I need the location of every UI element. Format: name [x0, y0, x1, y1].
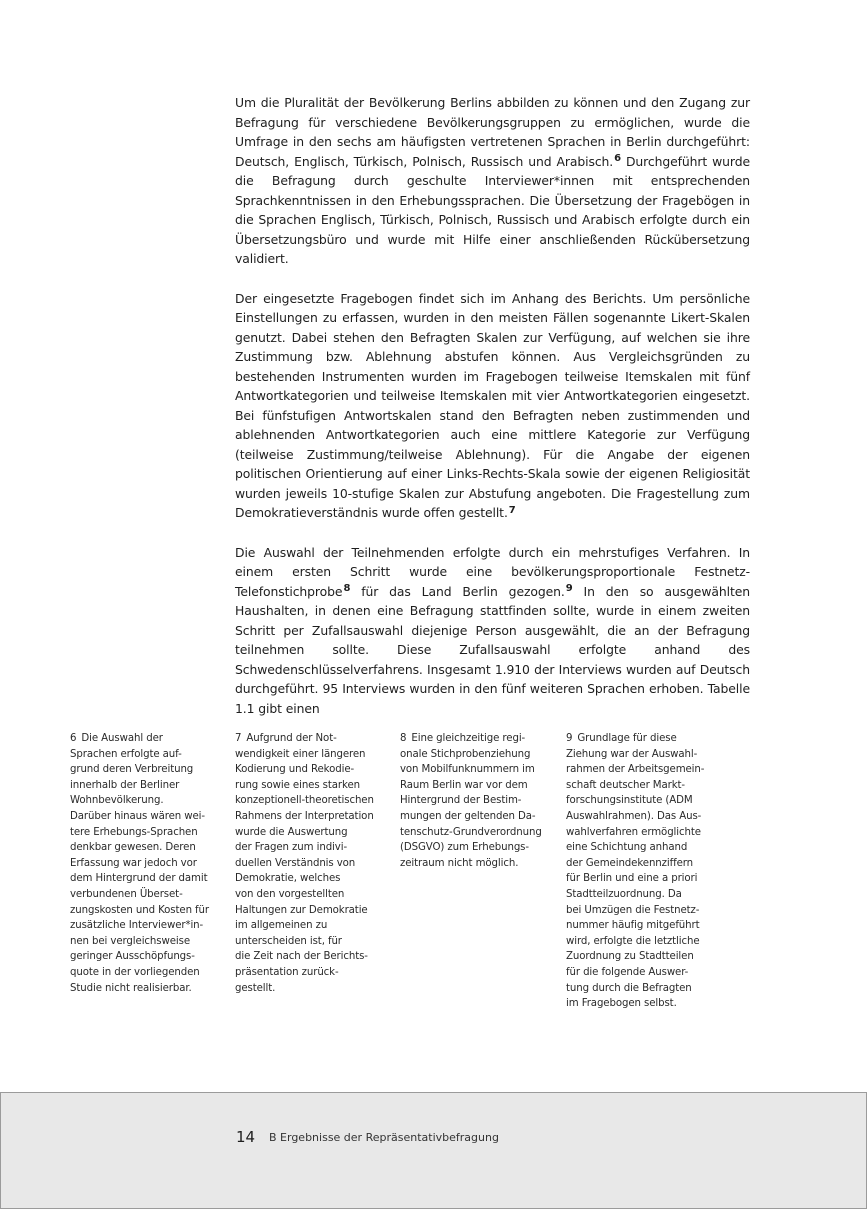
footnote-6: 6 Die Auswahl der Sprachen erfolgte auf- grund deren Verbreitung innerhalb der Berliner Wohnbevölkerung. Darüber hinaus wären wei- tere Erhebungs-Sprachen denkbar gewesen. Deren Erfassung war jedoch vor dem Hintergrund der damit verbundenen Überset- zungskosten und Kosten für zusätzliche Interviewer*in- nen bei vergleichsweise geringer Ausschöpfungs- quote in der vorliegenden Studie nicht realisierbar. — [70, 733, 209, 994]
footnote-number: 9 — [566, 733, 573, 744]
footnote-ref-8[interactable]: 8 — [343, 583, 351, 594]
footnote-ref-9[interactable]: 9 — [565, 583, 573, 594]
paragraph-questionnaire: Der eingesetzte Fragebogen findet sich im Anhang des Berichts. Um persönliche Einstellungen zu erfassen, wurden in den meisten Fällen sogenannte Likert-Skalen genutzt. Dabei stehen den Befragten Skalen zur Verfügung, auf welchen sie ihre Zustimmung bzw. Ablehnung abstufen können. Aus Vergleichsgründen zu bestehenden Instrumenten wurden im Fragebogen teilweise Itemskalen mit fünf Antwortkategorien und teilweise Itemskalen mit vier Antwortkategorien eingesetzt. Bei fünfstufigen Antwortskalen stand den Befragten neben zustimmenden und ablehnenden Antwortkategorien auch eine mittlere Kategorie zur Verfügung (teilweise Zustimmung/teilweise Ablehnung). Für die Angabe der eigenen politischen Orientierung auf einer Links-Rechts-Skala sowie der eigenen Religiosität wurden jeweils 10-stufige Skalen zur Abstufung angeboten. Die Fragestellung zum Demokratieverständnis wurde offen gestellt.$^7$ — [235, 290, 750, 520]
footnote-8: 8 Eine gleichzeitige regi- onale Stichprobenziehung von Mobilfunknummern im Raum Berlin war vor dem Hintergrund der Bestim- mungen der geltenden Da- tenschutz-Grundverordnung (DSGVO) zum Erhebungs- zeitraum nicht möglich. — [400, 733, 542, 869]
footnote-number: 6 — [70, 733, 77, 744]
paragraph-languages: Um die Pluralität der Bevölkerung Berlins abbilden zu können und den Zugang zur Befragung für verschiedene Bevölkerungsgruppen zu ermöglichen, wurde die Umfrage in den sechs am häufigsten vertretenen Sprachen in Berlin durchgeführt: Deutsch, Englisch, Türkisch, Polnisch, Russisch und Arabisch.$^6$ Durchgeführt wurde die Befragung durch geschulte Interviewer*innen mit entsprechenden Sprachkenntnissen in den Erhebungssprachen. Die Übersetzung der Fragebögen in die Sprachen Englisch, Türkisch, Polnisch, Russisch und Arabisch erfolgte durch ein Übersetzungsbüro und wurde mit Hilfe einer anschließenden Rückübersetzung validiert. — [235, 95, 750, 266]
footnote-ref-6[interactable]: 6 — [614, 153, 621, 164]
footnote-7: 7 Aufgrund der Not- wendigkeit einer längeren Kodierung und Rekodie- rung sowie eines starken konzeptionell-theoretischen Rahmens der Interpretation wurde die Auswertung der Fragen zum indivi- duellen Verständnis von Demokratie, welches von den vorgestellten Haltungen zur Demokratie im allgemeinen zu unterscheiden ist, für die Zeit nach der Berichts- präsentation zurück- gestellt. — [235, 733, 374, 994]
running-title: B Ergebnisse der Repräsentativbefragung — [269, 1131, 499, 1144]
paragraph-sampling: Die Auswahl der Teilnehmenden erfolgte durch ein mehrstufiges Verfahren. In einem ersten Schritt wurde eine bevölkerungsproportionale Festnetz-Telefonstichprobe$^8$ für das Land Berlin gezogen.$^9$ In den so ausgewählten Haushalten, in denen eine Befragung stattfinden sollte, wurde in einem zweiten Schritt per Zufallsauswahl diejenige Person ausgewählt, die an der Befragung teilnehmen sollte. Diese Zufallsauswahl erfolgte anhand des Schwedenschlüsselverfahrens. Insgesamt 1.910 der Interviews wurden auf Deutsch durchgeführt. 95 Interviews wurden in den fünf weiteren Sprachen erhoben. Tabelle 1.1 gibt einen — [235, 544, 750, 716]
main-text — [235, 93, 750, 738]
footnote-number: 7 — [235, 733, 242, 744]
page-number: 14 — [236, 1128, 256, 1146]
footnote-9: 9 Grundlage für diese Ziehung war der Auswahl- rahmen der Arbeitsgemein- schaft deutscher Markt- forschungsinstitute (ADM Auswahlrahmen). Das Aus- wahlverfahren ermöglichte eine Schichtung anhand der Gemeindekennziffern für Berlin und eine a priori Stadtteilzuordnung. Da bei Umzügen die Festnetz- nummer häufig mitgeführt wird, erfolgte die letztliche Zuordnung zu Stadtteilen für die folgende Auswer- tung durch die Befragten im Fragebogen selbst. — [566, 733, 705, 1010]
page-footer — [0, 1092, 867, 1209]
footnote-ref-7[interactable]: 7 — [508, 504, 516, 516]
footnote-number: 8 — [400, 733, 407, 744]
